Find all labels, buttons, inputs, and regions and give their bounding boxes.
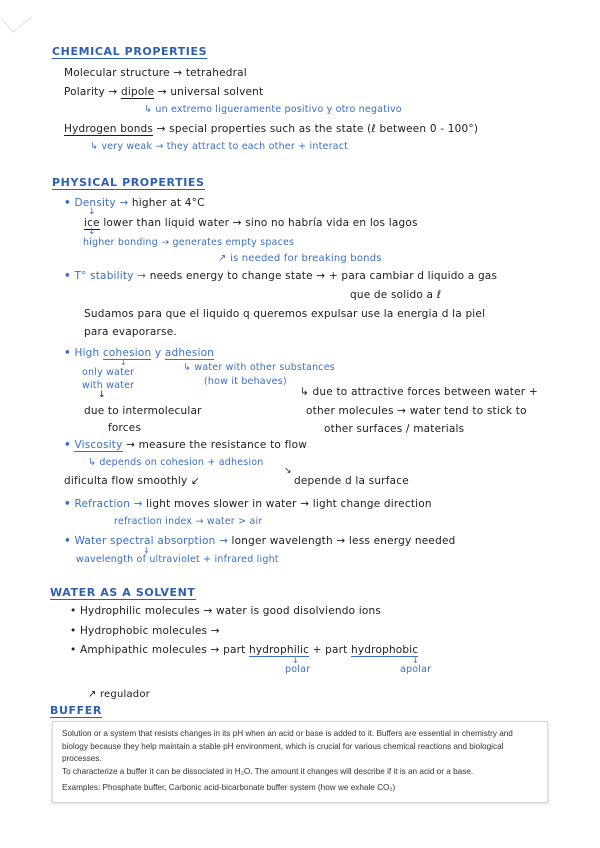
down-arrow-icon: ↓ bbox=[143, 546, 150, 555]
water-other-note: ↳ water with other substances bbox=[183, 362, 335, 373]
refraction-index-note: refraction index → water > air bbox=[114, 516, 263, 527]
amphipathic-line bbox=[70, 644, 418, 656]
hydrogen-bonds-line bbox=[64, 123, 478, 135]
bullet-icon: • bbox=[64, 197, 71, 209]
apolar-note: apolar bbox=[400, 664, 432, 675]
refraction-rest: light moves slower in water → light change direction bbox=[146, 498, 432, 510]
amphipathic-label: Amphipathic molecules → part bbox=[79, 644, 246, 656]
adhesion-term: adhesion bbox=[164, 347, 215, 359]
t-stability-rest: needs energy to change state → + para cambiar d liquido a gas bbox=[149, 270, 498, 282]
t-stability-label: T° stability → bbox=[74, 270, 147, 282]
sweat-line-1: Sudamos para que el liquido q queremos expulsar use la energia d la piel bbox=[84, 308, 486, 320]
polarity-result: → universal solvent bbox=[157, 86, 264, 98]
due-attractive-line-1: ↳ due to attractive forces between water + bbox=[300, 386, 538, 398]
down-arrow-icon: ↓ bbox=[88, 227, 96, 237]
viscosity-line bbox=[64, 439, 307, 451]
hydrogen-bonds-rest: → special properties such as the state (ℓ between 0 - 100°) bbox=[156, 123, 479, 135]
bullet-icon: • bbox=[64, 347, 71, 359]
due-attractive-line-2: other molecules → water tend to stick to bbox=[306, 405, 527, 417]
physical-properties-heading: PHYSICAL PROPERTIES bbox=[52, 176, 205, 189]
wavelength-note: wavelength of ultraviolet + infrared light bbox=[76, 554, 279, 565]
forces-line: forces bbox=[108, 422, 142, 434]
corner-mark bbox=[1, 2, 32, 33]
viscosity-note: ↳ depends on cohesion + adhesion bbox=[88, 457, 264, 468]
cohesion-term: cohesion bbox=[102, 347, 152, 359]
hydrophilic-term: hydrophilic bbox=[248, 644, 310, 656]
dipole-note: ↳ un extremo ligueramente positivo y otro negativo bbox=[144, 104, 402, 115]
dificulta-line: dificulta flow smoothly ↙ bbox=[64, 475, 200, 487]
water-solvent-heading: WATER AS A SOLVENT bbox=[50, 586, 196, 599]
buffer-paragraph-1: Solution or a system that resists changes in its pH when an acid or base is added to it. Buffers are essential in chemistry and biology because they help maintain a stable pH environment, which is crucial for various chemical reactions and biological processes. bbox=[62, 729, 513, 763]
regulador-note: ↗ regulador bbox=[88, 689, 150, 700]
how-behaves-note: (how it behaves) bbox=[204, 376, 287, 387]
density-label: Density → bbox=[74, 197, 129, 209]
only-water-note: only water bbox=[82, 367, 135, 378]
buffer-paragraph-2: To characterize a buffer it can be dissociated in H₂O. The amount it changes will describe if it is an acid or a base. bbox=[62, 767, 474, 776]
y-label: y bbox=[154, 347, 162, 359]
bullet-icon: • bbox=[70, 644, 77, 656]
high-label: High bbox=[74, 347, 100, 359]
dificulta-text: dificulta flow smoothly bbox=[64, 475, 188, 487]
hydrogen-bonds-note-text: very weak → they attract to each other + interact bbox=[101, 141, 349, 152]
viscosity-note-text: depends on cohesion + adhesion bbox=[99, 457, 264, 468]
ice-term: ice bbox=[84, 217, 100, 229]
bullet-icon: • bbox=[64, 535, 71, 547]
viscosity-rest: → measure the resistance to flow bbox=[126, 439, 307, 451]
refraction-label: Refraction → bbox=[74, 498, 143, 510]
density-line bbox=[64, 197, 205, 209]
polarity-line bbox=[64, 86, 263, 98]
down-arrow-icon: ↓ bbox=[120, 358, 127, 367]
bullet-icon: • bbox=[64, 270, 71, 282]
bullet-icon: • bbox=[64, 498, 71, 510]
due-attractive-text-1: due to attractive forces between water + bbox=[312, 386, 538, 398]
regulador-text: regulador bbox=[99, 689, 150, 700]
with-water-note: with water bbox=[82, 380, 135, 391]
buffer-paragraph-3: Examples: Phosphate buffer, Carbonic acid-bicarbonate buffer system (how we exhale CO₂) bbox=[62, 783, 396, 792]
buffer-heading: BUFFER bbox=[50, 704, 102, 717]
buffer-definition-box bbox=[52, 721, 548, 803]
down-arrow-icon: ↓ bbox=[412, 656, 419, 665]
breaking-bonds-text: is needed for breaking bonds bbox=[229, 253, 382, 264]
chemical-properties-heading: CHEMICAL PROPERTIES bbox=[52, 45, 208, 58]
down-arrow-icon: ↓ bbox=[88, 207, 96, 217]
sweat-line-2: para evaporarse. bbox=[84, 326, 177, 338]
breaking-bonds-note: ↗ is needed for breaking bonds bbox=[218, 253, 382, 264]
higher-bonding-note: higher bonding → generates empty spaces bbox=[83, 237, 295, 248]
hydrophobic-term: hydrophobic bbox=[351, 644, 419, 656]
spectral-absorption-rest: longer wavelength → less energy needed bbox=[231, 535, 456, 547]
cohesion-line bbox=[64, 347, 214, 359]
hydrophobic-line bbox=[70, 625, 220, 637]
polarity-label: Polarity → bbox=[64, 86, 118, 98]
viscosity-term: Viscosity bbox=[74, 439, 123, 451]
down-arrow-icon: ↓ bbox=[292, 656, 299, 665]
water-other-text: water with other substances bbox=[194, 362, 335, 373]
ice-rest: lower than liquid water → sino no habría vida en los lagos bbox=[103, 217, 418, 229]
hydrophilic-text: Hydrophilic molecules → water is good disolviendo ions bbox=[79, 605, 382, 617]
refraction-line bbox=[64, 498, 432, 510]
dipole-term: dipole bbox=[120, 86, 155, 98]
hydrophilic-line bbox=[70, 605, 381, 617]
due-attractive-line-3: other surfaces / materials bbox=[324, 423, 465, 435]
bullet-icon: • bbox=[70, 625, 77, 637]
density-rest: higher at 4°C bbox=[131, 197, 205, 209]
polar-note: polar bbox=[285, 664, 311, 675]
molecular-structure-line: Molecular structure → tetrahedral bbox=[64, 67, 247, 79]
down-arrow-icon: ↘ bbox=[284, 466, 292, 476]
due-intermolecular-line: due to intermolecular bbox=[84, 405, 202, 417]
ice-line bbox=[84, 217, 418, 229]
depende-line: depende d la surface bbox=[294, 475, 409, 487]
t-stability-line bbox=[64, 270, 497, 282]
spectral-absorption-label: Water spectral absorption → bbox=[74, 535, 228, 547]
down-arrow-icon: ↓ bbox=[98, 390, 106, 400]
bullet-icon: • bbox=[64, 439, 71, 451]
plus-part: + part bbox=[312, 644, 348, 656]
hydrogen-bonds-note: ↳ very weak → they attract to each other + interact bbox=[90, 141, 349, 152]
hydrogen-bonds-term: Hydrogen bonds bbox=[64, 123, 154, 135]
spectral-absorption-line bbox=[64, 535, 455, 547]
hydrophobic-text: Hydrophobic molecules → bbox=[79, 625, 220, 637]
dipole-note-text: un extremo ligueramente positivo y otro negativo bbox=[155, 104, 402, 115]
bullet-icon: • bbox=[70, 605, 77, 617]
t-stability-rest-2: que de solido a ℓ bbox=[350, 289, 442, 301]
